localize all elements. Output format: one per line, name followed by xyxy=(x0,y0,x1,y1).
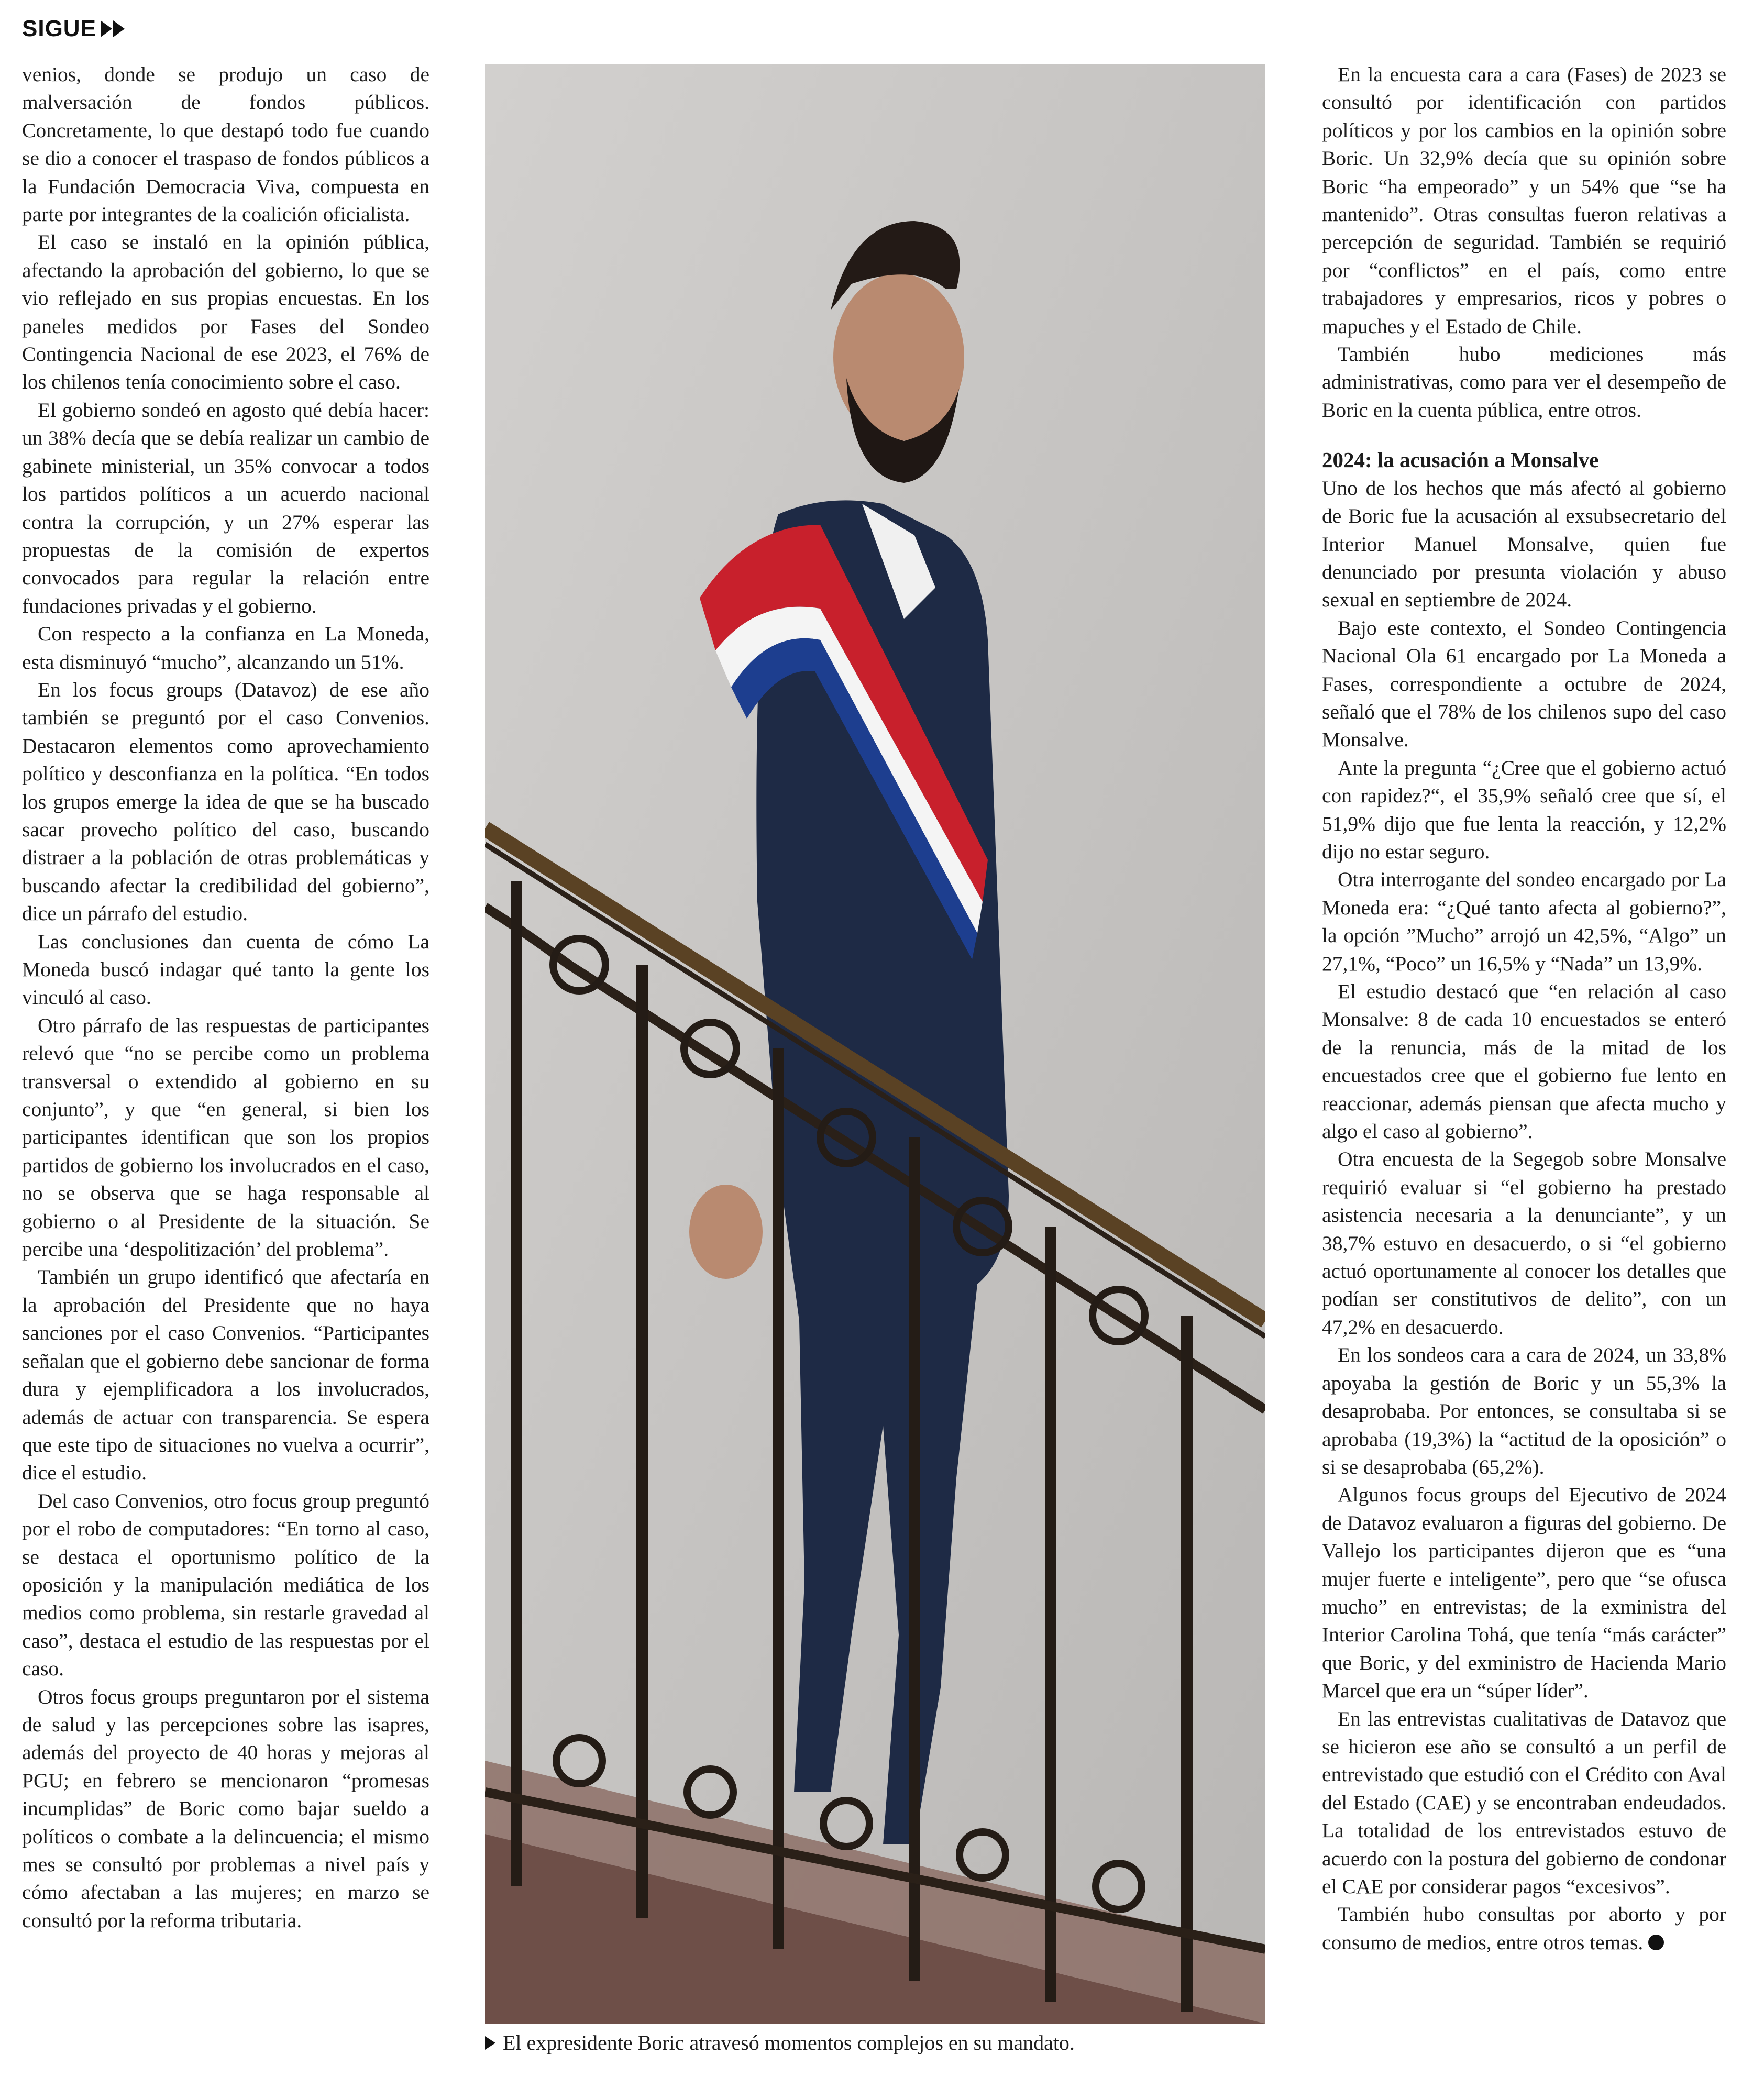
paragraph: También un grupo identificó que afectaría en la aprobación del Presidente que no haya sanciones por el caso Convenios. “Participantes señalan que el gobierno debe sancionar de forma dura y ejemplificadora a los involucrados, además de actuar con transparencia. Se espera que este tipo de situaciones no vuelva a ocurrir”, dice el estudio. xyxy=(22,1265,429,1485)
paragraph: Las conclusiones dan cuenta de cómo La Moneda buscó indagar qué tanto la gente los vinculó al caso. xyxy=(22,930,429,1009)
continuation-kicker xyxy=(22,16,125,42)
paragraph: Uno de los hechos que más afectó al gobierno de Boric fue la acusación al exsubsecretario del Interior Manuel Monsalve, quien fue denunciado por presunta violación y abuso sexual en septiembre de 2024. xyxy=(1322,476,1726,612)
paragraph: Del caso Convenios, otro focus group preguntó por el robo de computadores: “En torno al caso, se destaca el oportunismo político de la oposición y la manipulación mediática de los medios como problema, sin restarle gravedad al caso”, destaca el estudio de las respuestas por el caso. xyxy=(22,1489,429,1681)
paragraph: El estudio destacó que “en relación al caso Monsalve: 8 de cada 10 encuestados se enteró de la renuncia, más de la mitad de los encuestados cree que el gobierno fue lento en reaccionar, además piensan que afecta mucho y algo el caso al gobierno”. xyxy=(1322,980,1726,1143)
double-arrow-icon xyxy=(101,20,125,37)
paragraph: Ante la pregunta “¿Cree que el gobierno actuó con rapidez?“, el 35,9% señaló cree que sí, el 51,9% dijo que fue lenta la reacción, y 12,2% dijo no estar seguro. xyxy=(1322,756,1726,863)
paragraph-last xyxy=(1322,1901,1726,1957)
paragraph: Otra encuesta de la Segegob sobre Monsalve requirió evaluar si “el gobierno ha prestado asistencia necesaria a la denunciante”, y un 38,7% estuvo en desacuerdo, o si “el gobierno actuó oportunamente al conocer los detalles que podían ser constitutivos de delito”, con un 47,2% en desacuerdo. xyxy=(1322,1147,1726,1339)
paragraph: En los sondeos cara a cara de 2024, un 33,8% apoyaba la gestión de Boric y un 55,3% la desaprobaba. Por entonces, se consultaba si se aprobaba (19,3%) la “actitud de la oposición” o si se desaprobaba (65,2%). xyxy=(1322,1343,1726,1478)
kicker-label: SIGUE xyxy=(22,16,96,41)
left-text-column xyxy=(22,61,429,1935)
paragraph: Bajo este contexto, el Sondeo Contingencia Nacional Ola 61 encargado por La Moneda a Fases, correspondiente a octubre de 2024, señaló que el 78% de los chilenos supo del caso Monsalve. xyxy=(1322,616,1726,752)
paragraph: Algunos focus groups del Ejecutivo de 2024 de Datavoz evaluaron a figuras del gobierno. De Vallejo los participantes dijeron que es “una mujer fuerte e inteligente”, pero que “se ofusca mucho” en entrevistas; de la exministra del Interior Carolina Tohá, que tenía “más carácter” que Boric, y del exministro de Hacienda Mario Marcel que era un “súper líder”. xyxy=(1322,1483,1726,1703)
paragraph: Con respecto a la confianza en La Moneda, esta disminuyó “mucho”, alcanzando un 51%. xyxy=(22,622,429,673)
caption-text: El expresidente Boric atravesó momentos complejos en su mandato. xyxy=(503,2031,1075,2054)
photo-caption xyxy=(485,2030,1265,2056)
paragraph: Otra interrogante del sondeo encargado por La Moneda era: “¿Qué tanto afecta al gobierno?”, la opción ”Mucho” arrojó un 42,5%, “Algo” un 27,1%, “Poco” un 16,5% y “Nada” un 13,9%. xyxy=(1322,868,1726,975)
photo-illustration xyxy=(485,64,1265,2024)
right-text-column xyxy=(1322,61,1726,1957)
paragraph: venios, donde se produjo un caso de malversación de fondos públicos. Concretamente, lo que destapó todo fue cuando se dio a conocer el traspaso de fondos públicos a la Fundación Democracia Viva, compuesta en parte por integrantes de la coalición oficialista. xyxy=(22,63,429,226)
paragraph: En las entrevistas cualitativas de Datavoz que se hicieron ese año se consultó a un perfil de entrevistado que estudió con el Crédito con Aval del Estado (CAE) y se encontraban endeudados. La totalidad de los entrevistados estuvo de acuerdo con la postura del gobierno de condonar el CAE por considerar pagos “excesivos”. xyxy=(1322,1707,1726,1898)
paragraph: El gobierno sondeó en agosto qué debía hacer: un 38% decía que se debía realizar un cambio de gabinete ministerial, un 35% convocar a todos los partidos políticos a un acuerdo nacional contra la corrupción, y un 27% esperar las propuestas de la comisión de expertos convocados para regular la relación entre fundaciones privadas y el gobierno. xyxy=(22,398,429,617)
paragraph: Otros focus groups preguntaron por el sistema de salud y las percepciones sobre las isapres, además del proyecto de 40 horas y mejoras al PGU; en febrero se mencionaron “promesas incumplidas” de Boric como bajar sueldo a políticos o combate a la delincuencia; el mismo mes se consultó por problemas a nivel país y cómo afectaban a las mujeres; en marzo se consultó por la reforma tributaria. xyxy=(22,1685,429,1932)
paragraph: En los focus groups (Datavoz) de ese año también se preguntó por el caso Convenios. Destacaron elementos como aprovechamiento político y desconfianza en la política. “En todos los grupos emerge la idea de que se ha buscado sacar provecho político del caso, buscando distraer a la población de otras problemáticas y buscando afectar la credibilidad del gobierno”, dice un párrafo del estudio. xyxy=(22,678,429,925)
news-photo xyxy=(485,64,1265,2024)
paragraph: También hubo mediciones más administrativas, como para ver el desempeño de Boric en la cuenta pública, entre otros. xyxy=(1322,343,1726,422)
paragraph: El caso se instaló en la opinión pública, afectando la aprobación del gobierno, lo que se vio reflejado en sus propias encuestas. En los paneles medidos por Fases del Sondeo Contingencia Nacional de ese 2023, el 76% de los chilenos tenía conocimiento sobre el caso. xyxy=(22,230,429,394)
section-subhead: 2024: la acusación a Monsalve xyxy=(1322,448,1599,472)
caption-arrow-icon xyxy=(485,2036,495,2050)
paragraph-last-text: También hubo consultas por aborto y por consumo de medios, entre otros temas. xyxy=(1322,1903,1726,1954)
paragraph: En la encuesta cara a cara (Fases) de 2023 se consultó por identificación con partidos políticos y por los cambios en la opinión sobre Boric. Un 32,9% decía que su opinión sobre Boric “ha empeorado” y un 54% que “se ha mantenido”. Otras consultas fueron relativas a percepción de seguridad. También se requirió por “conflictos” en el país, como entre trabajadores y empresarios, ricos y pobres o mapuches y el Estado de Chile. xyxy=(1322,63,1726,338)
paragraph: Otro párrafo de las respuestas de participantes relevó que “no se percibe como un problema transversal o extendido al gobierno en su conjunto”, y que “en general, si bien los participantes identifican que son los propios partidos de gobierno los involucrados en el caso, no se observa que se haga responsable al gobierno o al Presidente de la situación. Se percibe una ‘despolitización’ del problema”. xyxy=(22,1013,429,1261)
end-of-article-icon xyxy=(1648,1935,1664,1950)
hand xyxy=(689,1185,763,1279)
